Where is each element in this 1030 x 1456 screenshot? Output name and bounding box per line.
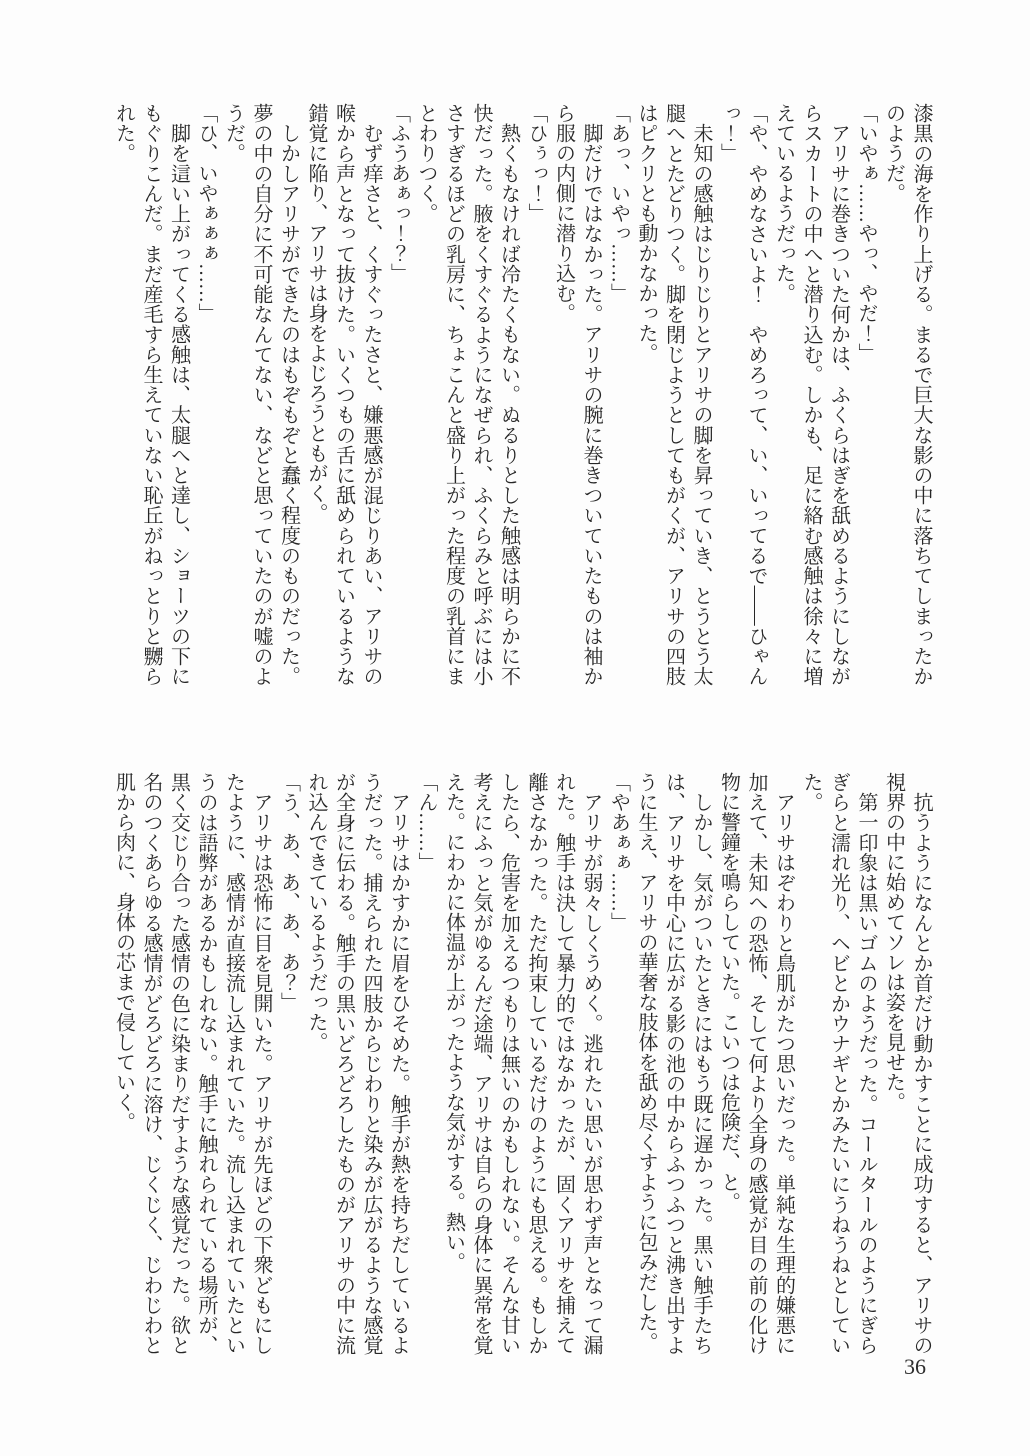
paragraph: 第一印象は黒いゴムのようだった。コールタールのようにぎらぎらと濡れ光り、ヘビとかウナギとかみたいにうねうねとしていた。 [800, 772, 877, 1355]
paragraph: 脚だけではなかった。アリサの腕に巻きついていたものは袖から服の内側に潜り込む。 [552, 103, 602, 686]
paragraph: 「ふうあぁっ！？」 [387, 103, 410, 283]
paragraph: 漆黒の海を作り上げる。まるで巨大な影の中に落ちてしまったかのようだ。 [882, 103, 932, 686]
paragraph: 「やあぁぁ……」 [607, 772, 630, 932]
paragraph: しかしアリサができたのはもぞもぞと蠢く程度のものだった。夢の中の自分に不可能なんてない、などと思っていたのが嘘のようだ。 [222, 103, 300, 686]
paragraph: 「いやぁ……やっ、やだ！」 [855, 103, 877, 363]
paragraph: しかし、気がついたときにはもう既に遅かった。黒い触手たちは、アリサを中心に広がる影の池の中からふつふつと沸き出すように生え、アリサの華奢な肢体を舐め尽くすように包みだした。 [635, 772, 712, 1355]
paragraph: 脚を這い上がってくる感触は、太腿へと達し、ショーツの下にもぐりこんだ。まだ産毛すら生えていない恥丘がねっとりと嬲られた。 [112, 103, 190, 686]
page-number: 36 [904, 1354, 926, 1379]
paragraph: 「ひ、いやぁぁぁ……」 [195, 103, 217, 323]
paragraph: むず痒さと、くすぐったさと、嫌悪感が混じりあい、アリサの喉から声となって抜けた。いくつもの舌に舐められているような錯覚に陥り、アリサは身をよじろうともがく。 [305, 103, 382, 686]
paragraph: 「や、やめなさいよ！ やめろって、い、いってるで――ひゃんっ！」 [717, 103, 767, 686]
paragraph: アリサはぞわりと鳥肌がたつ思いだった。単純な生理的嫌悪に加えて、未知への恐怖、そして何より全身の感覚が目の前の化け物に警鐘を鳴らしていた。こいつは危険だ、と。 [717, 772, 795, 1355]
paragraph: アリサに巻きついた何かは、ふくらはぎを舐めるようにしながらスカートの中へと潜り込む。しかも、足に絡む感触は徐々に増えているようだった。 [772, 103, 850, 686]
paragraph: アリサは恐怖に目を見開いた。アリサが先ほどの下衆どもにしたように、感情が直接流し込まれていた。流し込まれていたというのは語弊があるかもしれない。触手に触れられている場所が、黒く交じり合った感情の色に染まりだすような感覚だった。欲と名のつくあらゆる感情がどろどろに溶け、じくじく、じわじわと肌から肉に、身体の芯まで侵していく。 [112, 772, 272, 1355]
story-text-block-bottom [84, 772, 934, 1355]
paragraph: 「あっ、いやっ……」 [607, 103, 630, 303]
paragraph: 抗うようになんとか首だけ動かすことに成功すると、アリサの視界の中に始めてソレは姿を見せた。 [882, 772, 932, 1355]
paragraph: 「ん……」 [415, 772, 437, 872]
story-text-block-top [94, 103, 934, 686]
paragraph: 「う、あ、あ、あ、あ？」 [277, 772, 300, 1012]
paragraph: アリサが弱々しくうめく。逃れたい思いが思わず声となって漏れた。触手は決して暴力的ではなかったが、固くアリサを捕えて離さなかった。ただ拘束しているだけのようにも思える。もしかしたら、危害を加えるつもりは無いのかもしれない。そんな甘い考えにふっと気がゆるんだ途端、アリサは自らの身体に異常を覚えた。にわかに体温が上がったような気がする。熱い。 [442, 772, 602, 1355]
paragraph: 「ひぅっ！」 [525, 103, 547, 223]
paragraph: 熱くもなければ冷たくもない。ぬるりとした触感は明らかに不快だった。腋をくすぐるようになぜられ、ふくらみと呼ぶには小さすぎるほどの乳房に、ちょこんと盛り上がった程度の乳首にまとわりつく。 [415, 103, 520, 686]
paragraph: 未知の感触はじりじりとアリサの脚を昇っていき、とうとう太腿へとたどりつく。脚を閉じようとしてもがくが、アリサの四肢はピクリとも動かなかった。 [635, 103, 712, 686]
paragraph: アリサはかすかに眉をひそめた。触手が熱を持ちだしているようだった。捕えられた四肢からじわりと染みが広がるような感覚が全身に伝わる。触手の黒いどろどろしたものがアリサの中に流れ込んできているようだった。 [305, 772, 410, 1355]
